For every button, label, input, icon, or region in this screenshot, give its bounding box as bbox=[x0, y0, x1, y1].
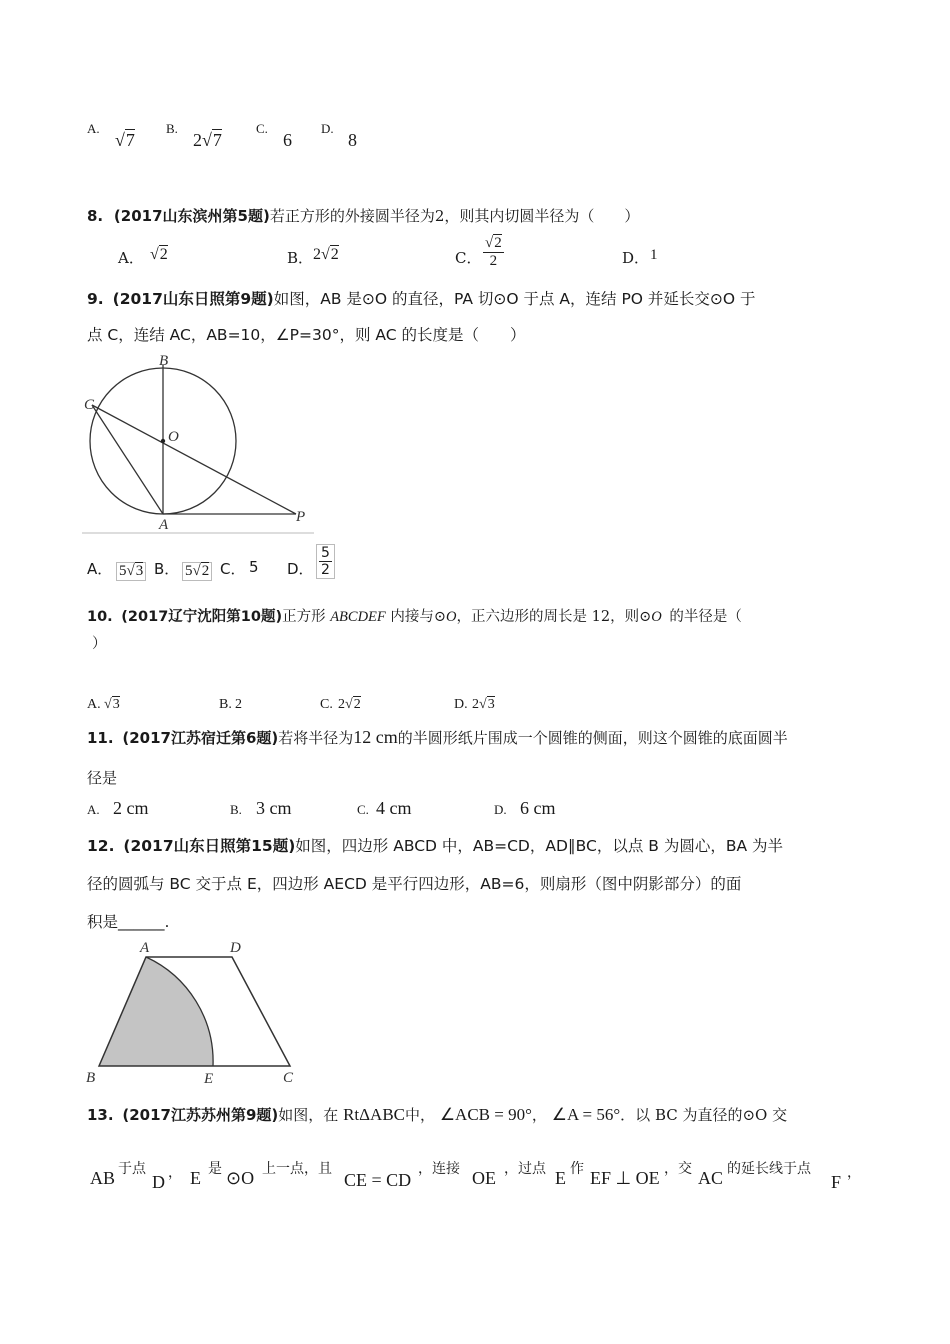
q8-number: 8. bbox=[87, 207, 104, 225]
q10-text-d: 的半径是（ bbox=[669, 609, 742, 625]
q9-line-ac bbox=[92, 405, 163, 514]
q11-number: 11. bbox=[87, 729, 114, 747]
q9-label-p: P bbox=[296, 509, 306, 525]
q8-option-d-label: D． bbox=[622, 249, 650, 267]
q13-circle-o: ⊙O bbox=[226, 1168, 255, 1188]
q8-option-b-label: B． bbox=[287, 249, 314, 267]
q11-option-b: 3 cm bbox=[256, 798, 292, 818]
q9-option-d-label: D． bbox=[287, 560, 314, 578]
q12-label-c: C bbox=[283, 1070, 294, 1086]
q12-label-b: B bbox=[86, 1070, 96, 1086]
q11-option-d: 6 cm bbox=[520, 798, 556, 818]
q12-number: 12. bbox=[87, 837, 115, 855]
q10-o1: O bbox=[446, 609, 457, 625]
q7-option-a: √7 bbox=[115, 130, 135, 150]
q11-option-b-label: B. bbox=[230, 802, 242, 817]
q10-text-b: 内接与⊙ bbox=[390, 609, 447, 625]
q13-t6: ，过点 bbox=[504, 1161, 546, 1177]
q9-line2: 点 C，连结 AC，AB=10，∠P=30°，则 AC 的长度是（ ） bbox=[87, 326, 526, 344]
q10-abcdef: ABCDEF bbox=[330, 609, 386, 625]
q13-ac: AC bbox=[698, 1168, 724, 1188]
q9-option-b: 5√2 bbox=[182, 562, 212, 581]
q9-option-a: 5√3 bbox=[116, 562, 146, 581]
q9-label-b: B bbox=[159, 355, 169, 369]
q12-label-e: E bbox=[204, 1071, 214, 1087]
q8-option-a: √2 bbox=[150, 246, 168, 263]
q8-stem bbox=[87, 205, 639, 226]
q9-line1: 如图，AB 是⊙O 的直径，PA 切⊙O 于点 A，连结 PO 并延长交⊙O 于 bbox=[273, 290, 756, 308]
q13-ce-cd: CE = CD bbox=[344, 1170, 412, 1190]
q9-option-d: $\frac{5}{2}$ bbox=[316, 544, 335, 579]
q13-text-c: ．以 BC 为直径的⊙O 交 bbox=[620, 1106, 788, 1124]
q7-option-d-label: D. bbox=[321, 121, 334, 136]
q7-option-a-label: A. bbox=[87, 121, 100, 136]
q10-option-c: 2√2 bbox=[338, 697, 361, 712]
q10-text-c: ，正六边形的周长是 12，则⊙ bbox=[456, 609, 652, 625]
q11-source: (2017江苏宿迁第6题) bbox=[122, 729, 279, 747]
q10-option-b-label: B. bbox=[219, 697, 232, 712]
q12-label-d: D bbox=[230, 940, 241, 956]
q7-option-d: 8 bbox=[348, 130, 357, 150]
q9-option-c: 5 bbox=[249, 558, 259, 576]
q12-line2: 径的圆弧与 BC 交于点 E，四边形 AECD 是平行四边形，AB=6，则扇形（图中阴影部分）的面 bbox=[87, 875, 742, 893]
q11-option-a: 2 cm bbox=[113, 798, 149, 818]
q13-rt-triangle: RtΔABC bbox=[343, 1105, 406, 1124]
q13-ef-perp-oe: EF ⊥ OE bbox=[590, 1168, 660, 1188]
q9-source: (2017山东日照第9题) bbox=[112, 290, 274, 308]
q13-number: 13. bbox=[87, 1106, 114, 1124]
q10-option-d: 2√3 bbox=[472, 697, 495, 712]
q11-text-b: 的半圆形纸片围成一个圆锥的侧面，则这个圆锥的底面圆半 bbox=[397, 729, 788, 747]
q13-angle-a: ∠A = 56° bbox=[551, 1105, 621, 1124]
q7-option-b: 2√7 bbox=[193, 130, 222, 150]
q12-shaded-sector bbox=[99, 957, 213, 1066]
q9-option-b-label: B． bbox=[154, 560, 180, 578]
q10-number: 10. bbox=[87, 609, 113, 625]
q11-option-c: 4 cm bbox=[376, 798, 412, 818]
q13-d: D bbox=[152, 1172, 165, 1192]
q10-option-d-label: D. bbox=[454, 697, 468, 712]
q10-stem-line1 bbox=[87, 605, 742, 626]
q13-t5: ，连接 bbox=[418, 1161, 460, 1177]
q10-o2: O bbox=[651, 609, 662, 625]
q10-option-a-label: A. bbox=[87, 697, 101, 712]
q13-e2: E bbox=[555, 1168, 566, 1188]
q13-angle-acb: ∠ACB = 90° bbox=[439, 1105, 532, 1124]
q8-text: 若正方形的外接圆半径为2，则其内切圆半径为（ ） bbox=[269, 207, 640, 225]
q11-option-a-label: A. bbox=[87, 802, 100, 817]
q10-line2: ） bbox=[92, 636, 107, 652]
q13-oe: OE bbox=[472, 1168, 496, 1188]
q9-center-dot bbox=[161, 439, 165, 443]
q8-option-c-label: C． bbox=[455, 249, 482, 267]
q13-e: E bbox=[190, 1168, 201, 1188]
q13-text-a: 如图，在 bbox=[278, 1106, 339, 1124]
q11-option-d-label: D. bbox=[494, 802, 507, 817]
q11-stem-line1 bbox=[87, 727, 788, 748]
q13-t2: ， bbox=[168, 1165, 182, 1181]
q13-t4: 上一点，且 bbox=[262, 1161, 332, 1177]
q12-figure bbox=[82, 938, 302, 1088]
q10-option-a: √3 bbox=[104, 697, 120, 712]
q9-line-cp bbox=[92, 405, 296, 514]
q13-t3: 是 bbox=[208, 1161, 222, 1177]
q13-f: F bbox=[831, 1172, 842, 1192]
q12-stem-line1 bbox=[87, 834, 783, 856]
q13-source: (2017江苏苏州第9题) bbox=[122, 1106, 279, 1124]
q7-option-b-label: B. bbox=[166, 121, 178, 136]
q10-option-b: 2 bbox=[235, 697, 242, 712]
q9-label-c: C bbox=[84, 397, 95, 413]
q9-figure bbox=[82, 355, 314, 535]
q12-label-a: A bbox=[140, 940, 150, 956]
q10-text-a: 正方形 bbox=[282, 609, 326, 625]
q9-option-a-label: A． bbox=[87, 560, 113, 578]
q10-option-c-label: C. bbox=[320, 697, 333, 712]
q13-stem-line1 bbox=[87, 1104, 787, 1125]
q7-option-c: 6 bbox=[283, 130, 292, 150]
q13-t9: 的延长线于点 bbox=[727, 1161, 811, 1177]
q11-option-c-label: C. bbox=[357, 802, 369, 817]
q11-text-a: 若将半径为 bbox=[278, 729, 354, 747]
q11-radius: 12 cm bbox=[353, 727, 398, 747]
q8-option-d: 1 bbox=[650, 247, 658, 263]
q12-source: (2017山东日照第15题) bbox=[123, 837, 296, 855]
q11-line2: 径是 bbox=[87, 769, 118, 787]
q9-option-c-label: C． bbox=[220, 560, 246, 578]
q9-stem-line1 bbox=[87, 287, 756, 309]
q8-source: (2017山东滨州第5题) bbox=[113, 207, 270, 225]
q13-t8: ，交 bbox=[664, 1161, 692, 1177]
q9-label-o: O bbox=[168, 429, 179, 445]
q8-option-b: 2√2 bbox=[313, 246, 339, 263]
q12-line1: 如图，四边形 ABCD 中，AB=CD，AD∥BC，以点 B 为圆心，BA 为半 bbox=[295, 837, 783, 855]
q9-number: 9. bbox=[87, 290, 104, 308]
q8-option-c: $\frac{√2}{2}$ bbox=[485, 235, 502, 269]
q13-sep: ， bbox=[531, 1106, 547, 1124]
q13-t7: 作 bbox=[570, 1161, 584, 1177]
q13-text-b: 中， bbox=[405, 1106, 436, 1124]
q13-t10: ， bbox=[847, 1165, 861, 1181]
q12-line3: 积是______. bbox=[87, 913, 170, 931]
q10-source: (2017辽宁沈阳第10题) bbox=[121, 609, 283, 625]
q9-label-a: A bbox=[159, 517, 169, 533]
q13-t1: 于点 bbox=[118, 1161, 146, 1177]
q7-option-c-label: C. bbox=[256, 121, 268, 136]
q13-ab: AB bbox=[90, 1168, 116, 1188]
q8-option-a-label: A． bbox=[118, 249, 144, 267]
